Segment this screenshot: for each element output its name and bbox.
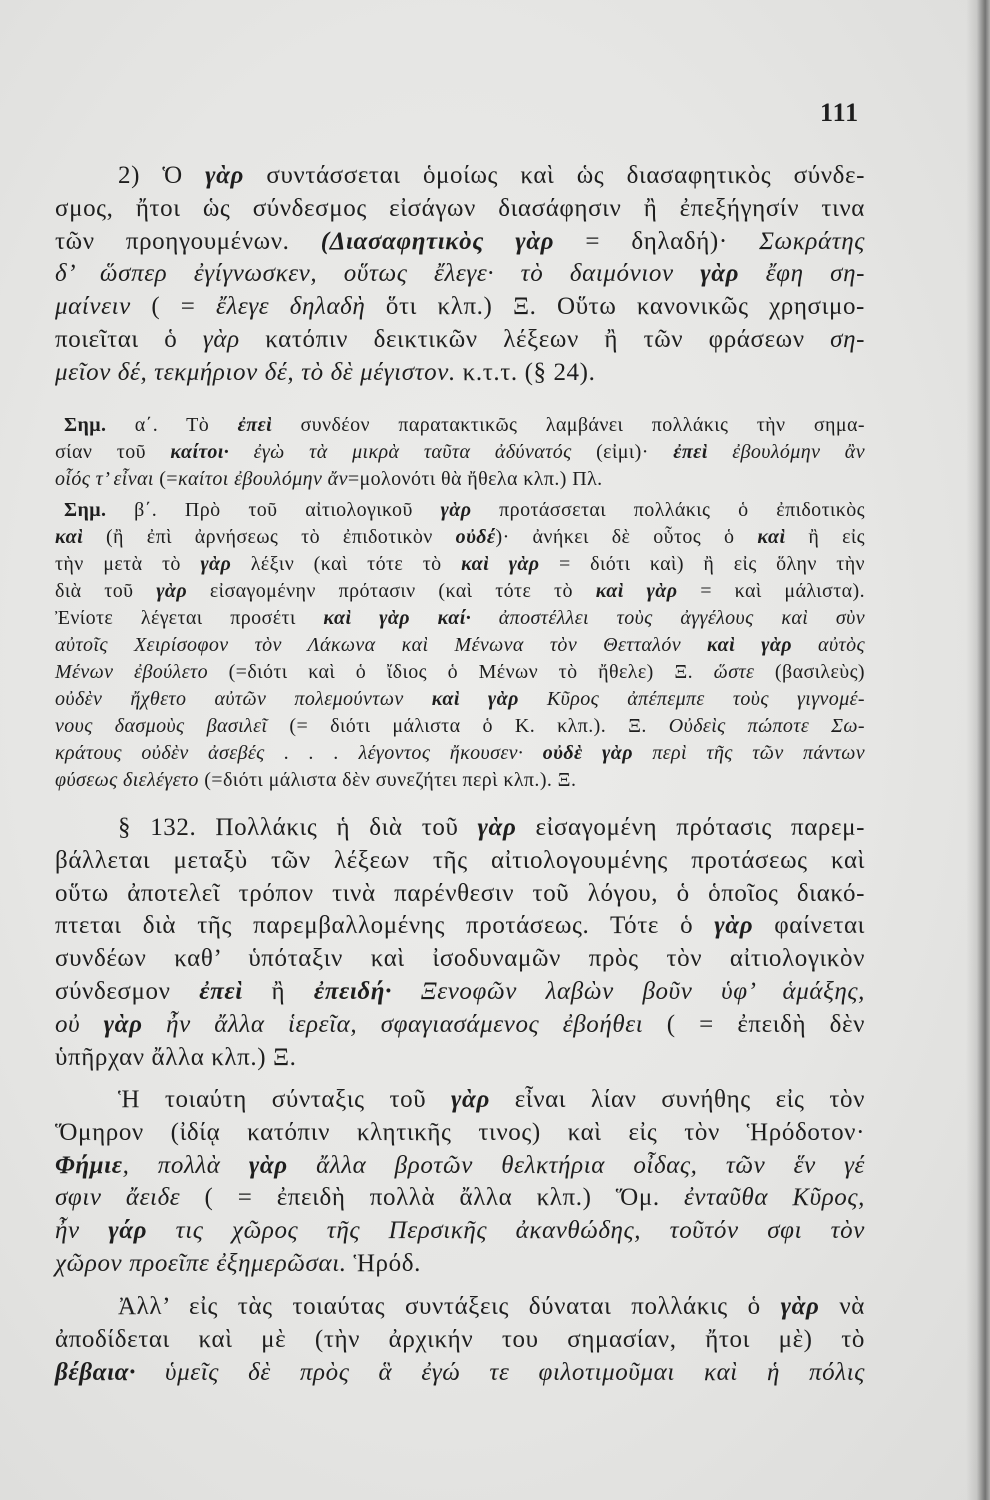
bold-italic-run: καὶ γὰρ — [461, 553, 540, 575]
bold-italic-run: γὰρ — [714, 912, 754, 940]
text-run: = διότι καὶ) ἢ εἰς ὅλην τὴν — [539, 553, 865, 575]
italic-run: ἐνταῦθα Κῦρος, — [683, 1184, 865, 1212]
text-line — [55, 1357, 865, 1390]
italic-run: κράτους οὐδὲν ἀσεβές . . . λέγοντος ἤκουσεν· — [55, 742, 543, 764]
italic-run: ὥστε — [713, 661, 755, 683]
italic-run: Ξενοφῶν λαβὼν βοῦν ὑφ’ ἁμάξης, — [391, 977, 866, 1005]
bold-italic-run: καὶ γὰρ — [431, 688, 519, 710]
text-line — [55, 605, 865, 632]
text-run: οὕτω ἀποτελεῖ τρόπον τινὰ παρένθεσιν τοῦ λόγου, ὁ ὁποῖος διακό- — [55, 879, 865, 907]
bold-italic-run: ἐπεὶ — [673, 441, 708, 463]
text-line — [55, 812, 865, 845]
italic-run: μαίνειν — [55, 293, 131, 321]
bold-italic-run: ἐπεὶ — [199, 977, 243, 1005]
text-line — [55, 740, 865, 767]
italic-run: περὶ τῆς τῶν πάντων — [632, 742, 865, 764]
paragraph-continued — [55, 1291, 865, 1389]
text-line — [55, 578, 865, 605]
italic-run: φύσεως διελέγετο — [55, 769, 199, 791]
text-run: λέξιν (καὶ τότε τὸ — [231, 553, 462, 575]
bold-italic-run: καὶ γὰρ — [595, 580, 678, 602]
text-run: συνδέον παρατακτικῶς λαμβάνει πολλάκις τὴν σημα- — [272, 414, 865, 436]
italic-run: Οὐδεὶς πώποτε Σω- — [668, 715, 865, 737]
text-run: νὰ — [819, 1293, 865, 1320]
text-line — [55, 1291, 865, 1324]
bold-italic-run: γὰρ — [451, 1086, 490, 1113]
text-line — [55, 226, 865, 259]
italic-run: Κῦρος ἀπέπεμπε τοὺς γιγνομέ- — [518, 688, 865, 710]
text-run: τὴν μετὰ τὸ — [55, 553, 201, 575]
text-run: (βασιλεὺς) — [754, 661, 865, 683]
text-line — [55, 497, 865, 524]
text-line — [55, 878, 865, 911]
text-line — [55, 1009, 865, 1042]
italic-run: γὰρ — [202, 325, 240, 353]
text-run: κατόπιν δεικτικῶν λέξεων ἢ τῶν φράσεων — [239, 325, 831, 353]
italic-run: τις χῶρος τῆς Περσικῆς ἀκανθώδης, τοῦτόν σφι τὸν — [147, 1217, 865, 1245]
text-line — [55, 1215, 865, 1248]
text-run: (= — [153, 468, 178, 490]
note-alpha — [55, 412, 865, 493]
italic-run: ἔλεγε δηλαδὴ — [216, 293, 366, 321]
text-run: σίαν τοῦ — [55, 441, 171, 463]
text-run: Ἀλλ’ εἰς τὰς τοιαύτας συντάξεις δύναται πολλάκις ὁ — [118, 1293, 781, 1320]
bold-italic-run: γὰρ — [700, 260, 740, 288]
text-line — [55, 160, 865, 193]
bold-italic-run: γὰρ — [156, 580, 188, 602]
text-run: = δηλαδή)· — [554, 227, 760, 255]
bold-italic-run: γὰρ — [200, 553, 232, 575]
bold-italic-run: καὶ — [55, 526, 84, 548]
text-run: Ὅμηρον (ἰδίᾳ κατόπιν κλητικῆς τινος) καὶ εἰς τὸν Ἡρόδοτον· — [55, 1118, 865, 1146]
text-line — [55, 524, 865, 551]
italic-run: Σωκράτης — [759, 227, 865, 255]
text-run: ἢ — [242, 977, 314, 1005]
text-line — [55, 713, 865, 740]
page-number: 111 — [820, 98, 860, 127]
italic-run: ἐβουλόμην ἂν — [707, 441, 865, 463]
italic-run: , πολλὰ — [122, 1151, 249, 1179]
text-run: ὅτι κλπ.) Ξ. Οὕτω κανονικῶς χρησιμο- — [365, 293, 865, 321]
italic-run: δ’ ὥσπερ ἐγίγνωσκεν, οὕτως ἔλεγε· τὸ δαιμόνιον — [55, 260, 701, 288]
text-run: συνδέων καθ’ ὑπόταξιν καὶ ἰσοδυναμῶν πρὸς τὸν αἰτιολογικὸν — [55, 945, 865, 973]
bold-italic-run: καὶ — [757, 526, 786, 548]
bold-italic-run: καὶ γὰρ καί· — [323, 607, 472, 629]
text-run: σύνδεσμον — [55, 977, 200, 1005]
text-run: ( = ἐπειδὴ πολλὰ ἄλλα κλπ.) Ὅμ. — [180, 1184, 684, 1212]
italic-run: ἦν — [55, 1217, 109, 1245]
text-line — [55, 943, 865, 976]
italic-run: Μένων ἐβούλετο — [55, 661, 208, 683]
italic-run: χῶρον προεῖπε ἐξημερῶσαι. — [55, 1249, 347, 1277]
text-line — [55, 193, 865, 226]
bold-italic-run: καίτοι· — [170, 441, 230, 463]
text-run: κ.τ.τ. (§ 24). — [455, 358, 596, 386]
text-run: προτάσσεται πολλάκις ὁ ἐπιδοτικὸς — [471, 499, 865, 521]
text-run: (εἰμι)· — [571, 441, 674, 463]
bold-italic-run: γὰρ — [440, 499, 472, 521]
text-line — [55, 1248, 865, 1281]
text-run: § 132. Πολλάκις ἡ διὰ τοῦ — [118, 814, 478, 841]
text-run: Ἐνίοτε λέγεται προσέτι — [55, 607, 324, 629]
paragraph-diasafitikos — [55, 160, 865, 390]
text-run: α΄. Τὸ — [106, 414, 238, 436]
text-line — [55, 291, 865, 324]
text-line — [55, 632, 865, 659]
text-run: ὑπῆρχαν ἄλλα κλπ.) Ξ. — [55, 1043, 297, 1071]
text-run: (= διότι μάλιστα ὁ Κ. κλπ.). Ξ. — [267, 715, 669, 737]
text-line — [55, 1150, 865, 1183]
bold-italic-run: γάρ — [108, 1217, 148, 1245]
bold-italic-run: οὐδὲ γὰρ — [542, 742, 633, 764]
text-run: β΄. Πρὸ τοῦ αἰτιολογικοῦ — [106, 499, 441, 521]
bold-italic-run: (Διασαφητικὸς γὰρ — [320, 227, 555, 255]
italic-run: σφιν ἄειδε — [55, 1184, 181, 1212]
text-line — [55, 659, 865, 686]
text-line — [55, 357, 865, 390]
text-run: εἰσαγομένη πρότασις παρεμ- — [516, 814, 865, 841]
text-line — [55, 1324, 865, 1357]
text-run: εἰσαγομένην πρότασιν (καὶ τότε τὸ — [187, 580, 596, 602]
paragraph-homer-herodotus — [55, 1084, 865, 1281]
section-132 — [55, 812, 865, 1074]
text-run: (=διότι καὶ ὁ ἴδιος ὁ Μένων τὸ ἤθελε) Ξ. — [207, 661, 714, 683]
italic-run: ση- — [830, 325, 866, 353]
italic-run: αὐτοῖς Χειρίσοφον τὸν Λάκωνα καὶ Μένωνα τὸν Θετταλόν — [55, 634, 708, 656]
italic-run: ἔφη ση- — [739, 260, 865, 288]
text-line — [55, 258, 865, 291]
text-line — [55, 1084, 865, 1117]
text-run: ἀποδίδεται καὶ μὲ (τὴν ἀρχικήν του σημασίαν, ἤτοι μὲ) τὸ — [55, 1325, 865, 1353]
text-run: (=διότι μάλιστα δὲν συνεζήτει περὶ κλπ.). Ξ. — [198, 769, 577, 791]
text-run: 2) Ὁ — [118, 162, 206, 189]
text-run: =μολονότι θὰ ἤθελα κλπ.) Πλ. — [347, 468, 603, 490]
text-line — [55, 324, 865, 357]
bold-italic-run: Φήμιε — [55, 1151, 123, 1179]
text-line — [55, 686, 865, 713]
italic-run: καίτοι ἐβουλόμην ἄν — [177, 468, 348, 490]
italic-run: ὑμεῖς δὲ πρὸς ἃ ἐγώ τε φιλοτιμοῦμαι καὶ ἡ πόλις — [135, 1358, 865, 1386]
text-run: = καὶ μάλιστα). — [677, 580, 865, 602]
text-run: βάλλεται μεταξὺ τῶν λέξεων τῆς αἰτιολογουμένης προτάσεως καὶ — [55, 846, 865, 874]
text-line — [55, 845, 865, 878]
text-run: συντάσσεται ὁμοίως καὶ ὡς διασαφητικὸς σύνδε- — [244, 162, 865, 189]
bold-run: Σημ. — [64, 414, 107, 436]
bold-italic-run: γὰρ — [477, 814, 517, 841]
text-line — [55, 551, 865, 578]
bold-italic-run: ἐπειδή· — [313, 977, 392, 1005]
text-run: πτεται διὰ τῆς παρεμβαλλομένης προτάσεως. Τότε ὁ — [55, 912, 715, 940]
binding-edge-shadow — [966, 0, 990, 1500]
bold-italic-run: οὐδέ — [455, 526, 496, 548]
text-run: Ἡρόδ. — [346, 1249, 421, 1277]
italic-run: ἦν ἄλλα ἱερεῖα, σφαγιασάμενος ἐβοήθει — [142, 1010, 644, 1038]
italic-run: μεῖον δέ, τεκμήριον δέ, τὸ δὲ μέγιστον. — [55, 358, 456, 386]
text-run: ποιεῖται ὁ — [55, 325, 203, 353]
italic-run: οἷός τ’ εἶναι — [55, 468, 154, 490]
text-line — [55, 1182, 865, 1215]
italic-run: ἀποστέλλει τοὺς ἀγγέλους καὶ σὺν — [471, 607, 865, 629]
text-run: (ἢ ἐπὶ ἀρνήσεως τὸ ἐπιδοτικὸν — [83, 526, 456, 548]
bold-italic-run: γὰρ — [205, 162, 245, 189]
text-line — [55, 910, 865, 943]
text-run: διὰ τοῦ — [55, 580, 157, 602]
bold-run: Σημ. — [64, 499, 107, 521]
text-line — [55, 1042, 865, 1075]
bold-italic-run: γὰρ — [780, 1293, 820, 1320]
text-run: ἢ εἰς — [785, 526, 866, 548]
text-line — [55, 976, 865, 1009]
text-line — [55, 412, 865, 439]
italic-run: αὐτὸς — [792, 634, 866, 656]
bold-italic-run: ἐπεὶ — [237, 414, 273, 436]
bold-italic-run: γὰρ — [103, 1010, 143, 1038]
text-line — [55, 439, 865, 466]
text-run: σμος, ἤτοι ὡς σύνδεσμος εἰσάγων διασάφησιν ἢ ἐπεξήγησίν τινα — [55, 194, 865, 222]
text-run: ( = ἐπειδὴ δὲν — [643, 1010, 865, 1038]
italic-run: ἐγὼ τὰ μικρὰ ταῦτα ἀδύνατός — [229, 441, 572, 463]
bold-italic-run: βέβαια· — [55, 1358, 136, 1386]
text-line — [55, 767, 865, 794]
italic-run: νους δασμοὺς βασιλεῖ — [55, 715, 268, 737]
text-run: φαίνεται — [753, 912, 865, 940]
text-run: )· ἀνήκει δὲ οὗτος ὁ — [495, 526, 758, 548]
italic-run: οὐδὲν ἤχθετο αὐτῶν πολεμούντων — [55, 688, 432, 710]
text-run: Ἡ τοιαύτη σύνταξις τοῦ — [118, 1086, 452, 1113]
text-line — [55, 466, 865, 493]
italic-run: ἄλλα βροτῶν θελκτήρια οἶδας, τῶν ἕν γέ — [287, 1151, 865, 1179]
note-beta — [55, 497, 865, 794]
text-run: εἶναι λίαν συνήθης εἰς τὸν — [489, 1086, 865, 1113]
text-line — [55, 1117, 865, 1150]
text-run: ( = — [130, 293, 217, 321]
italic-run: οὐ — [55, 1010, 104, 1038]
bold-italic-run: καὶ γὰρ — [707, 634, 793, 656]
bold-italic-run: γὰρ — [248, 1151, 288, 1179]
text-run: τῶν προηγουμένων. — [55, 227, 321, 255]
